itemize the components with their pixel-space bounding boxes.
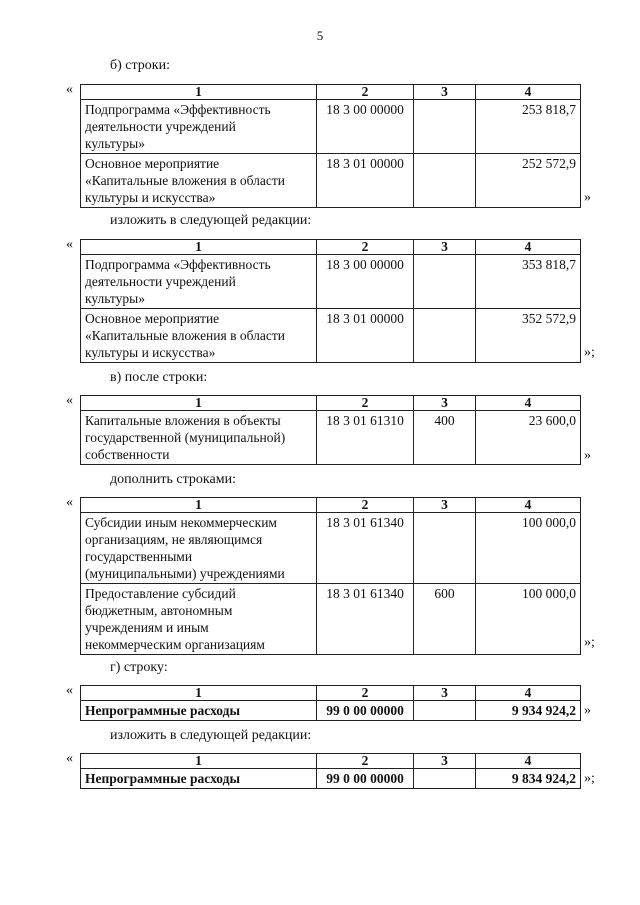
- row-name: Основное мероприятие «Капитальные вложения в области культуры и искусства»: [81, 154, 317, 208]
- row-kvr: 400: [414, 411, 476, 465]
- row-code: 18 3 01 61310: [317, 411, 414, 465]
- row-kvr: 600: [414, 584, 476, 655]
- header-cell: 3: [414, 240, 476, 255]
- header-cell: 1: [81, 85, 317, 100]
- row-code: 18 3 01 61340: [317, 584, 414, 655]
- header-cell: 2: [317, 498, 414, 513]
- row-sum: 9 934 924,2: [476, 701, 581, 721]
- row-kvr: [414, 769, 476, 789]
- row-code: 18 3 01 00000: [317, 309, 414, 363]
- row-name: Субсидии иным некоммерческим организациям, не являющимся государственными (муниципальными) учреждениями: [81, 513, 317, 584]
- row-kvr: [414, 255, 476, 309]
- table-row: [81, 309, 581, 363]
- budget-table-nonprogram-old: [80, 685, 581, 721]
- open-quote: «: [66, 751, 73, 766]
- close-quote: »;: [584, 635, 595, 650]
- header-cell: 2: [317, 240, 414, 255]
- row-name: Непрограммные расходы: [81, 701, 317, 721]
- header-cell: 1: [81, 396, 317, 411]
- budget-table-old-subprogram: [80, 84, 581, 208]
- section-heading-add-rows: дополнить строками:: [110, 472, 236, 487]
- budget-table-new-subprogram: [80, 239, 581, 363]
- close-quote: »;: [584, 345, 595, 360]
- table-header-row: [81, 686, 581, 701]
- table-header-row: [81, 396, 581, 411]
- header-cell: 3: [414, 396, 476, 411]
- section-heading-new-edition: изложить в следующей редакции:: [110, 213, 312, 228]
- table-row: [81, 701, 581, 721]
- section-heading-new-edition-2: изложить в следующей редакции:: [110, 728, 312, 743]
- close-quote: »: [584, 448, 591, 463]
- row-code: 18 3 00 00000: [317, 100, 414, 154]
- row-code: 18 3 00 00000: [317, 255, 414, 309]
- header-cell: 2: [317, 85, 414, 100]
- header-cell: 3: [414, 686, 476, 701]
- row-code: 18 3 01 00000: [317, 154, 414, 208]
- row-kvr: [414, 154, 476, 208]
- row-sum: 100 000,0: [476, 584, 581, 655]
- row-sum: 252 572,9: [476, 154, 581, 208]
- header-cell: 4: [476, 396, 581, 411]
- row-name: Капитальные вложения в объекты государственной (муниципальной) собственности: [81, 411, 317, 465]
- header-cell: 3: [414, 498, 476, 513]
- row-sum: 253 818,7: [476, 100, 581, 154]
- budget-table-capital-investments: [80, 395, 581, 465]
- header-cell: 1: [81, 754, 317, 769]
- section-heading-g: г) строку:: [110, 660, 168, 675]
- open-quote: «: [66, 393, 73, 408]
- header-cell: 2: [317, 754, 414, 769]
- open-quote: «: [66, 495, 73, 510]
- row-code: 18 3 01 61340: [317, 513, 414, 584]
- open-quote: «: [66, 82, 73, 97]
- row-sum: 100 000,0: [476, 513, 581, 584]
- table-header-row: [81, 240, 581, 255]
- table-row: [81, 255, 581, 309]
- open-quote: «: [66, 683, 73, 698]
- table-row: [81, 513, 581, 584]
- row-kvr: [414, 309, 476, 363]
- row-code: 99 0 00 00000: [317, 769, 414, 789]
- header-cell: 3: [414, 754, 476, 769]
- header-cell: 1: [81, 686, 317, 701]
- row-sum: 23 600,0: [476, 411, 581, 465]
- row-kvr: [414, 513, 476, 584]
- header-cell: 3: [414, 85, 476, 100]
- row-sum: 352 572,9: [476, 309, 581, 363]
- row-code: 99 0 00 00000: [317, 701, 414, 721]
- table-header-row: [81, 85, 581, 100]
- row-name: Подпрограмма «Эффективность деятельности учреждений культуры»: [81, 100, 317, 154]
- row-kvr: [414, 100, 476, 154]
- table-row: [81, 100, 581, 154]
- header-cell: 4: [476, 686, 581, 701]
- close-quote: »;: [584, 771, 595, 786]
- header-cell: 4: [476, 754, 581, 769]
- table-row: [81, 584, 581, 655]
- page-number: 5: [316, 28, 324, 43]
- open-quote: «: [66, 237, 73, 252]
- row-sum: 353 818,7: [476, 255, 581, 309]
- header-cell: 2: [317, 396, 414, 411]
- table-row: [81, 154, 581, 208]
- header-cell: 1: [81, 498, 317, 513]
- row-kvr: [414, 701, 476, 721]
- close-quote: »: [584, 190, 591, 205]
- header-cell: 2: [317, 686, 414, 701]
- table-header-row: [81, 754, 581, 769]
- row-name: Подпрограмма «Эффективность деятельности учреждений культуры»: [81, 255, 317, 309]
- budget-table-subsidies: [80, 497, 581, 655]
- row-name: Непрограммные расходы: [81, 769, 317, 789]
- header-cell: 1: [81, 240, 317, 255]
- row-name: Основное мероприятие «Капитальные вложения в области культуры и искусства»: [81, 309, 317, 363]
- row-name: Предоставление субсидий бюджетным, автономным учреждениям и иным некоммерческим организациям: [81, 584, 317, 655]
- header-cell: 4: [476, 85, 581, 100]
- header-cell: 4: [476, 498, 581, 513]
- row-sum: 9 834 924,2: [476, 769, 581, 789]
- budget-table-nonprogram-new: [80, 753, 581, 789]
- section-heading-v: в) после строки:: [110, 370, 208, 385]
- table-row: [81, 411, 581, 465]
- section-heading-b: б) строки:: [110, 58, 170, 73]
- header-cell: 4: [476, 240, 581, 255]
- table-header-row: [81, 498, 581, 513]
- table-row: [81, 769, 581, 789]
- close-quote: »: [584, 703, 591, 718]
